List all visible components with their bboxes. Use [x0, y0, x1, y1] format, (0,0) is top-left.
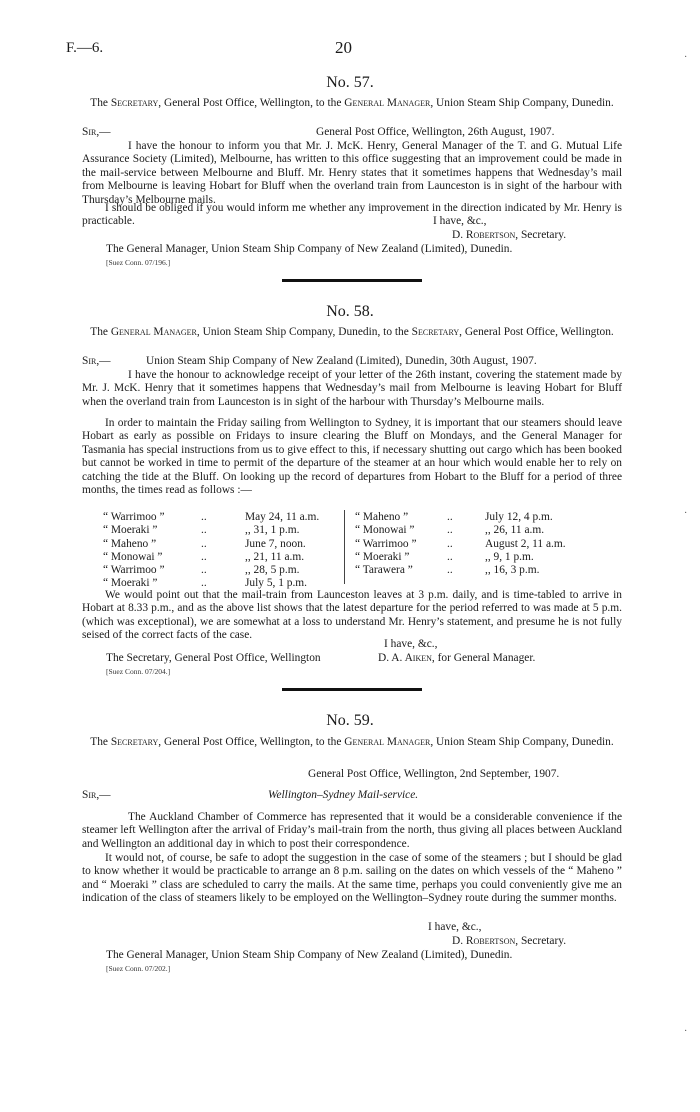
margin-mark: · [684, 52, 688, 63]
table-row: “ Tarawera ” .. ,, 16, 3 p.m. [355, 564, 540, 577]
table-row: “ Moeraki ” .. July 5, 1 p.m. [103, 577, 308, 590]
margin-mark: · [684, 508, 688, 519]
letter-58-reference: [Suez Conn. 07/204.] [106, 667, 171, 676]
letter-59-dateline: General Post Office, Wellington, 2nd September, 1907. [308, 768, 560, 780]
letter-58-body-3: We would point out that the mail-train from Launceston leaves at 3 p.m. daily, and is time-tabled to arrive in Hobart at 8.33 p.m., and as the above list shows that the latest departure for the period referred to was made at 5 p.m. (which was exceptional), we are somewhat at a loss to understand Mr. Henry’s statement, and presume he is not fully seised of the correct facts of the case. [82, 589, 622, 642]
letter-57-body-1: I have the honour to inform you that Mr. J. McK. Henry, General Manager of the T. and G. Mutual Life Assurance Society (Limited), Melbourne, has written to this office suggesting that an improvement could be made in the mail-service between Melbourne and Bluff. Mr. Henry states that it sometimes happens that Wednesday’s mail from Melbourne is leaving Hobart for Bluff when the overland train from Launceston is in sight of the harbour with Thursday’s Melbourne mails. [82, 140, 622, 206]
letter-58-body-1: I have the honour to acknowledge receipt of your letter of the 26th instant, covering the statement made by Mr. J. McK. Henry that it sometimes happens that Wednesday’s mail from Melbourne is leaving Hobart for Bluff when the overland train from Launceston is in sight of the harbour with Thursday’s Melbourne mails. [82, 369, 622, 408]
letter-59-subject: Wellington–Sydney Mail-service. [268, 789, 419, 801]
letter-58-salutation: Sir,— [82, 355, 111, 367]
letter-58-signature: D. A. Aiken, for General Manager. [378, 652, 536, 664]
letter-59-addressee: The General Manager, Union Steam Ship Company of New Zealand (Limited), Dunedin. [106, 949, 513, 961]
departures-table-right [355, 511, 615, 577]
letter-57-signature: D. Robertson, Secretary. [452, 229, 567, 241]
table-divider [344, 510, 345, 584]
letter-58-body-2: In order to maintain the Friday sailing from Wellington to Sydney, it is important that our steamers should leave Hobart as early as possible on Fridays to insure clearing the Bluff on Mondays, and the General Manager for Tasmania has special instructions from us to give effect to this, if necessary shutting out cargo which has been booked but cannot be worked in time to permit of the departure of the steamer at an hour which would enable her to rely on catching the tide at the Bluff. On looking up the record of departures from Hobart to the Bluff for a period of three months, the times read as follows :— [82, 417, 622, 497]
table-row: “ Moeraki ” .. ,, 9, 1 p.m. [355, 550, 534, 563]
letter-59-heading: The Secretary, General Post Office, Wellington, to the General Manager, Union Steam Ship Company, Dunedin. [90, 736, 614, 748]
letter-57-salutation: Sir,— [82, 126, 111, 138]
table-row: “ Monowai ” .. ,, 26, 11 a.m. [355, 524, 545, 537]
letter-58-dateline: Union Steam Ship Company of New Zealand (Limited), Dunedin, 30th August, 1907. [146, 355, 537, 367]
letter-57-dateline: General Post Office, Wellington, 26th August, 1907. [316, 126, 555, 138]
letter-58-number: No. 58. [326, 303, 374, 320]
section-divider [282, 688, 422, 691]
letter-59-body-2: It would not, of course, be safe to adopt the suggestion in the case of some of the steamers ; but I should be glad to know whether it would be practicable to arrange an 8 p.m. sailing on the dates on which vessels of the “ Maheno ” and “ Moeraki ” class are scheduled to carry the mails. At the same time, perhaps you could conveniently give me an indication of the class of steamers likely to be employed on the Wellington–Sydney route during the summer months. [82, 852, 622, 905]
letter-59-body-1: The Auckland Chamber of Commerce has represented that it would be a considerable convenience if the steamer left Wellington after the arrival of Friday’s mail-train from the north, thus giving all places between Auckland and Wellington an additional day in which to post their correspondence. [82, 811, 622, 850]
table-row: “ Maheno ” .. July 12, 4 p.m. [355, 511, 553, 523]
letter-57-reference: [Suez Conn. 07/196.] [106, 258, 171, 267]
letter-59-closing: I have, &c., [428, 921, 482, 933]
section-code: F.—6. [66, 40, 104, 56]
table-row: “ Warrimoo ” .. August 2, 11 a.m. [355, 537, 566, 550]
letter-58-closing: I have, &c., [384, 638, 438, 650]
letter-57-number: No. 57. [326, 74, 374, 91]
letter-58-addressee: The Secretary, General Post Office, Wellington [106, 652, 321, 664]
table-row: “ Maheno ” .. June 7, noon. [103, 537, 306, 550]
letter-57-closing: I have, &c., [433, 215, 487, 227]
letter-57-addressee: The General Manager, Union Steam Ship Company of New Zealand (Limited), Dunedin. [106, 243, 513, 255]
departures-table-left [103, 511, 343, 591]
letter-57-body-2: I should be obliged if you would inform me whether any improvement in the direction indicated by Mr. Henry is practicable. [82, 202, 622, 228]
letter-59-signature: D. Robertson, Secretary. [452, 935, 567, 947]
page-number: 20 [335, 38, 352, 57]
letter-58-heading: The General Manager, Union Steam Ship Company, Dunedin, to the Secretary, General Post Office, Wellington. [90, 326, 614, 338]
table-row: “ Moeraki ” .. ,, 31, 1 p.m. [103, 524, 300, 537]
letter-59-number: No. 59. [326, 712, 374, 729]
section-divider [282, 279, 422, 282]
letter-59-reference: [Suez Conn. 07/202.] [106, 964, 171, 973]
margin-mark: · [684, 1026, 688, 1037]
letter-57-heading: The Secretary, General Post Office, Wellington, to the General Manager, Union Steam Ship Company, Dunedin. [90, 97, 614, 109]
table-row: “ Warrimoo ” .. ,, 28, 5 p.m. [103, 564, 300, 577]
table-row: “ Monowai ” .. ,, 21, 11 a.m. [103, 550, 305, 563]
table-row: “ Warrimoo ” .. May 24, 11 a.m. [103, 511, 320, 523]
letter-59-salutation: Sir,— [82, 789, 111, 801]
